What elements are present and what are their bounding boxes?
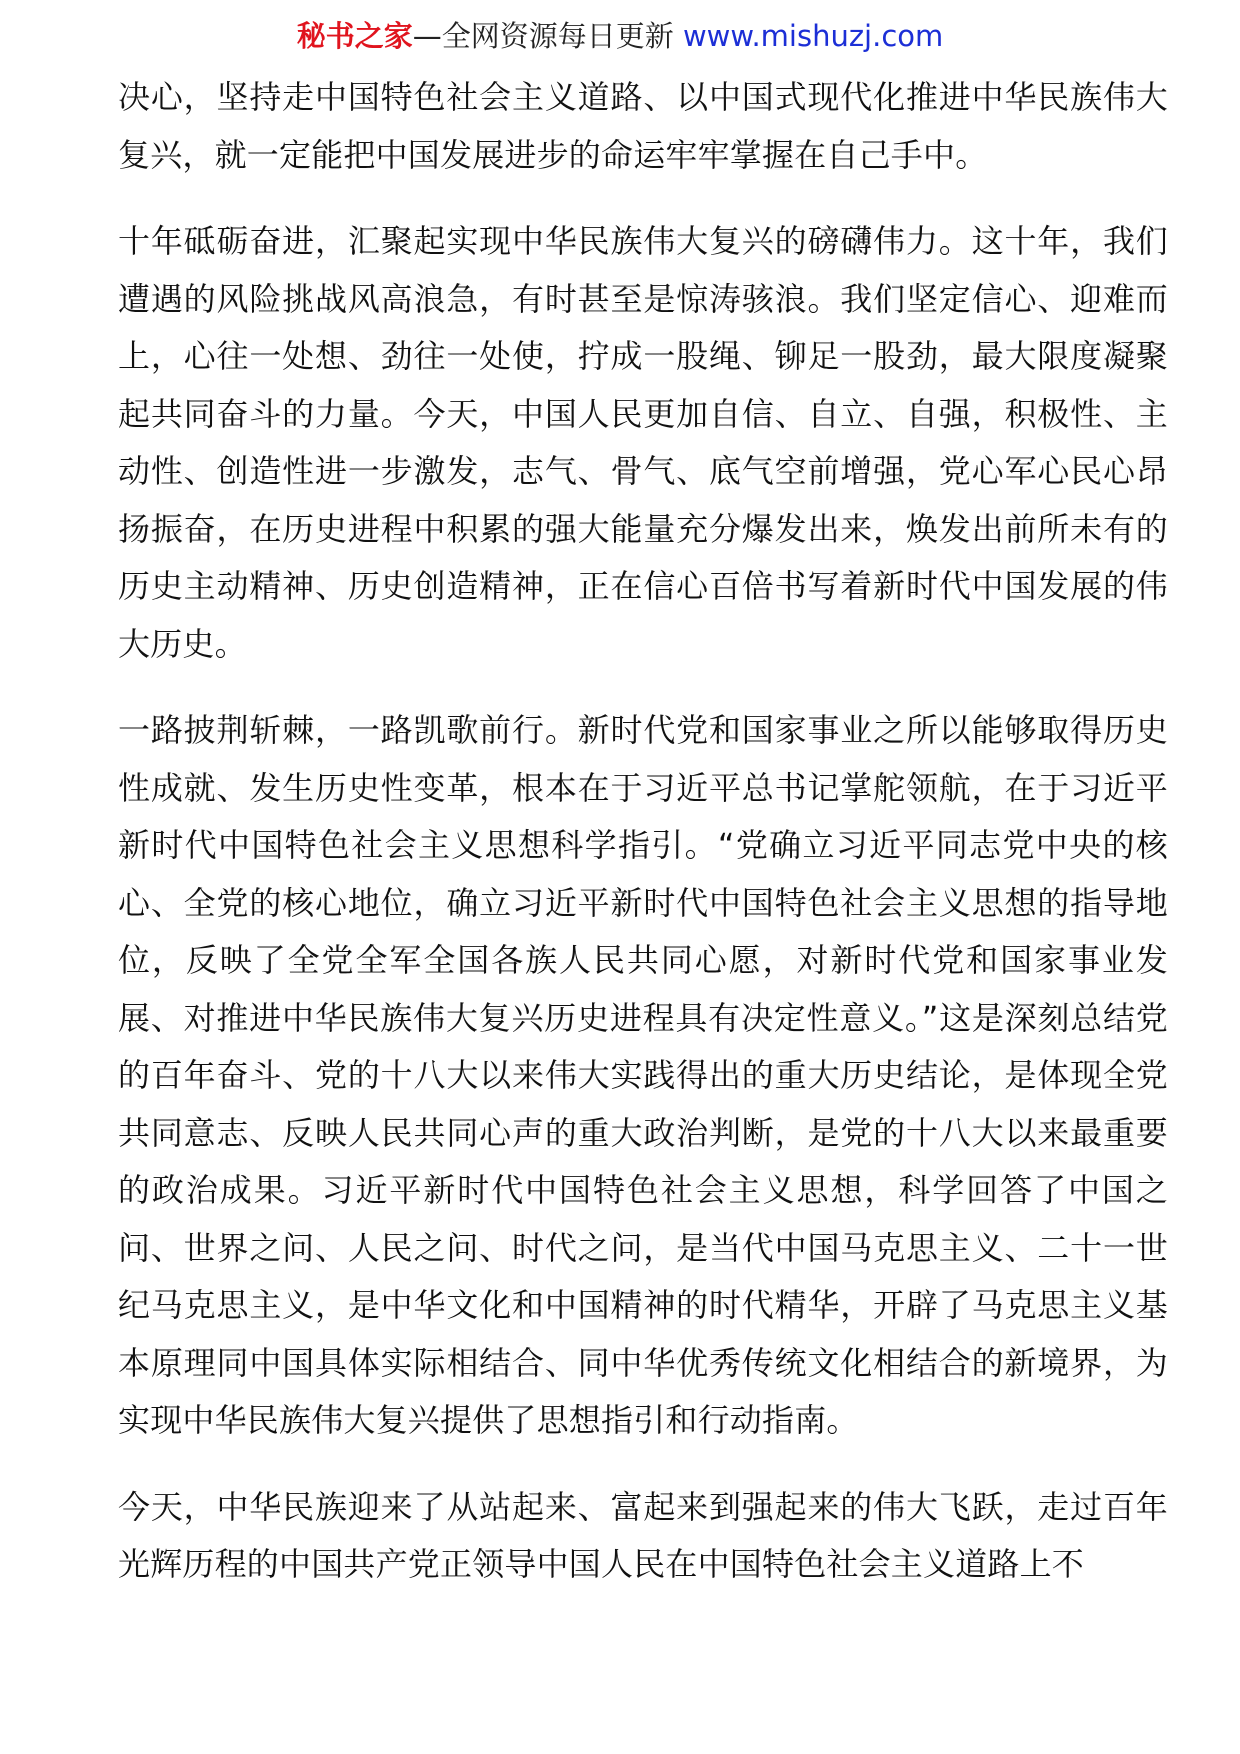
site-name: 秘书之家: [296, 19, 413, 53]
site-url-link[interactable]: www.mishuzj.com: [682, 19, 944, 53]
site-header: [0, 14, 1240, 58]
paragraph: 今天，中华民族迎来了从站起来、富起来到强起来的伟大飞跃，走过百年光辉历程的中国共产党正领导中国人民在中国特色社会主义道路上不: [118, 1487, 1168, 1583]
site-tagline: —全网资源每日更新: [412, 19, 674, 53]
article-body: [118, 69, 1168, 1623]
paragraph: 决心，坚持走中国特色社会主义道路、以中国式现代化推进中华民族伟大复兴，就一定能把中国发展进步的命运牢牢掌握在自己手中。: [118, 78, 1168, 174]
paragraph: 一路披荆斩棘，一路凯歌前行。新时代党和国家事业之所以能够取得历史性成就、发生历史性变革，根本在于习近平总书记掌舵领航，在于习近平新时代中国特色社会主义思想科学指引。“党确立习近平同志党中央的核心、全党的核心地位，确立习近平新时代中国特色社会主义思想的指导地位，反映了全党全军全国各族人民共同心愿，对新时代党和国家事业发展、对推进中华民族伟大复兴历史进程具有决定性意义。”这是深刻总结党的百年奋斗、党的十八大以来伟大实践得出的重大历史结论，是体现全党共同意志、反映人民共同心声的重大政治判断，是党的十八大以来最重要的政治成果。习近平新时代中国特色社会主义思想，科学回答了中国之问、世界之问、人民之问、时代之问，是当代中国马克思主义、二十一世纪马克思主义，是中华文化和中国精神的时代精华，开辟了马克思主义基本原理同中国具体实际相结合、同中华优秀传统文化相结合的新境界，为实现中华民族伟大复兴提供了思想指引和行动指南。: [118, 711, 1168, 1439]
paragraph: 十年砥砺奋进，汇聚起实现中华民族伟大复兴的磅礴伟力。这十年，我们遭遇的风险挑战风高浪急，有时甚至是惊涛骇浪。我们坚定信心、迎难而上，心往一处想、劲往一处使，拧成一股绳、铆足一股劲，最大限度凝聚起共同奋斗的力量。今天，中国人民更加自信、自立、自强，积极性、主动性、创造性进一步激发，志气、骨气、底气空前增强，党心军心民心昂扬振奋，在历史进程中积累的强大能量充分爆发出来，焕发出前所未有的历史主动精神、历史创造精神，正在信心百倍书写着新时代中国发展的伟大历史。: [118, 222, 1168, 663]
